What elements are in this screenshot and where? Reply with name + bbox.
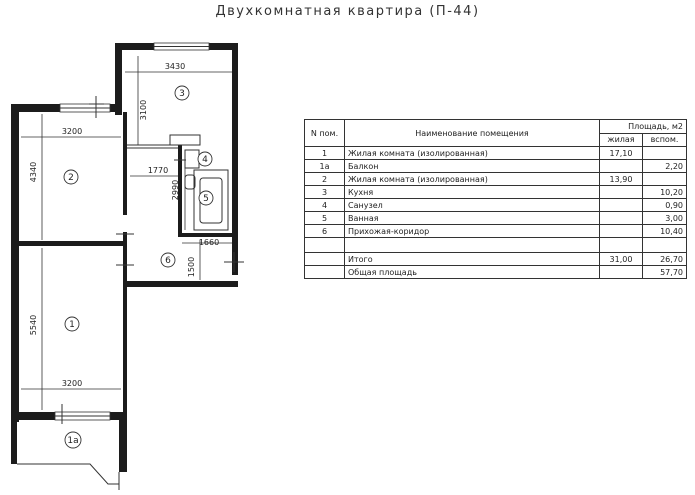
overall-label: Общая площадь — [345, 266, 600, 279]
windows — [55, 43, 209, 420]
total-aux: 26,70 — [643, 253, 687, 266]
cell-aux: 2,20 — [643, 160, 687, 173]
table-header-row — [305, 120, 687, 134]
wall-room-partition — [17, 241, 127, 246]
cell-living — [600, 212, 643, 225]
table-row — [305, 225, 687, 238]
wall-balcony-right — [119, 420, 127, 472]
cell-num: 6 — [305, 225, 345, 238]
cell-name: Балкон — [345, 160, 600, 173]
room-area-table — [304, 119, 687, 279]
wall-balcony-left — [11, 412, 17, 464]
cell-num: 1а — [305, 160, 345, 173]
header-area: Площадь, м2 — [600, 120, 687, 134]
dim-label: 1500 — [187, 256, 196, 278]
dim-label: 3200 — [61, 127, 83, 136]
table-row — [305, 160, 687, 173]
cell-living: 17,10 — [600, 147, 643, 160]
room-number: 4 — [202, 155, 208, 165]
cell-aux: 0,90 — [643, 199, 687, 212]
cell-num: 1 — [305, 147, 345, 160]
wall-bath-bottom — [178, 233, 233, 237]
dim-label: 2990 — [171, 179, 180, 201]
table-row — [305, 147, 687, 160]
dim-label: 3200 — [61, 379, 83, 388]
room-number: 1а — [67, 436, 79, 446]
interior-lines — [62, 96, 244, 424]
header-living: жилая — [600, 133, 643, 147]
room-number: 3 — [179, 89, 185, 99]
total-label: Итого — [345, 253, 600, 266]
cell-name: Кухня — [345, 186, 600, 199]
cell-aux: 3,00 — [643, 212, 687, 225]
table-row — [305, 199, 687, 212]
cell-living — [600, 225, 643, 238]
cell-name: Прихожая-коридор — [345, 225, 600, 238]
page-title: Двухкомнатная квартира (П-44) — [215, 4, 480, 19]
dim-label: 1770 — [147, 166, 169, 175]
wall-corridor-bottom — [127, 281, 238, 287]
table-row — [305, 212, 687, 225]
room-number: 2 — [68, 173, 74, 183]
cell-num: 4 — [305, 199, 345, 212]
table-row — [305, 186, 687, 199]
overall-aux: 57,70 — [643, 266, 687, 279]
wall-room1-right — [123, 258, 127, 420]
cell-name: Жилая комната (изолированная) — [345, 147, 600, 160]
header-name: Наименование помещения — [345, 120, 600, 147]
room-number: 5 — [203, 194, 209, 204]
cell-aux: 10,20 — [643, 186, 687, 199]
header-num: N пом. — [305, 120, 345, 147]
cell-name: Жилая комната (изолированная) — [345, 173, 600, 186]
table-empty-row — [305, 238, 687, 253]
cell-living: 13,90 — [600, 173, 643, 186]
room-number: 1 — [69, 320, 75, 330]
wall-room2-right-lower — [123, 232, 127, 258]
cell-living — [600, 199, 643, 212]
walls — [11, 43, 238, 472]
header-auxiliary: вспом. — [643, 133, 687, 147]
table-total-row — [305, 253, 687, 266]
cell-aux — [643, 173, 687, 186]
dim-label: 3100 — [139, 99, 148, 121]
floor-plan — [0, 0, 300, 495]
wall-left — [11, 104, 19, 422]
wall-room2-right — [123, 112, 127, 215]
dim-label: 5540 — [29, 314, 38, 336]
wall-right — [232, 43, 238, 275]
dim-label: 1660 — [198, 238, 220, 247]
balcony-outline — [17, 464, 119, 484]
cell-aux: 10,40 — [643, 225, 687, 238]
cell-num: 2 — [305, 173, 345, 186]
cell-living — [600, 186, 643, 199]
cell-aux — [643, 147, 687, 160]
cell-name: Ванная — [345, 212, 600, 225]
total-living: 31,00 — [600, 253, 643, 266]
cell-living — [600, 160, 643, 173]
cell-name: Санузел — [345, 199, 600, 212]
table-overall-row — [305, 266, 687, 279]
dim-label: 4340 — [29, 161, 38, 183]
cell-num: 5 — [305, 212, 345, 225]
room-number: 6 — [165, 256, 171, 266]
table-row — [305, 173, 687, 186]
dim-label: 3430 — [164, 62, 186, 71]
cell-num: 3 — [305, 186, 345, 199]
